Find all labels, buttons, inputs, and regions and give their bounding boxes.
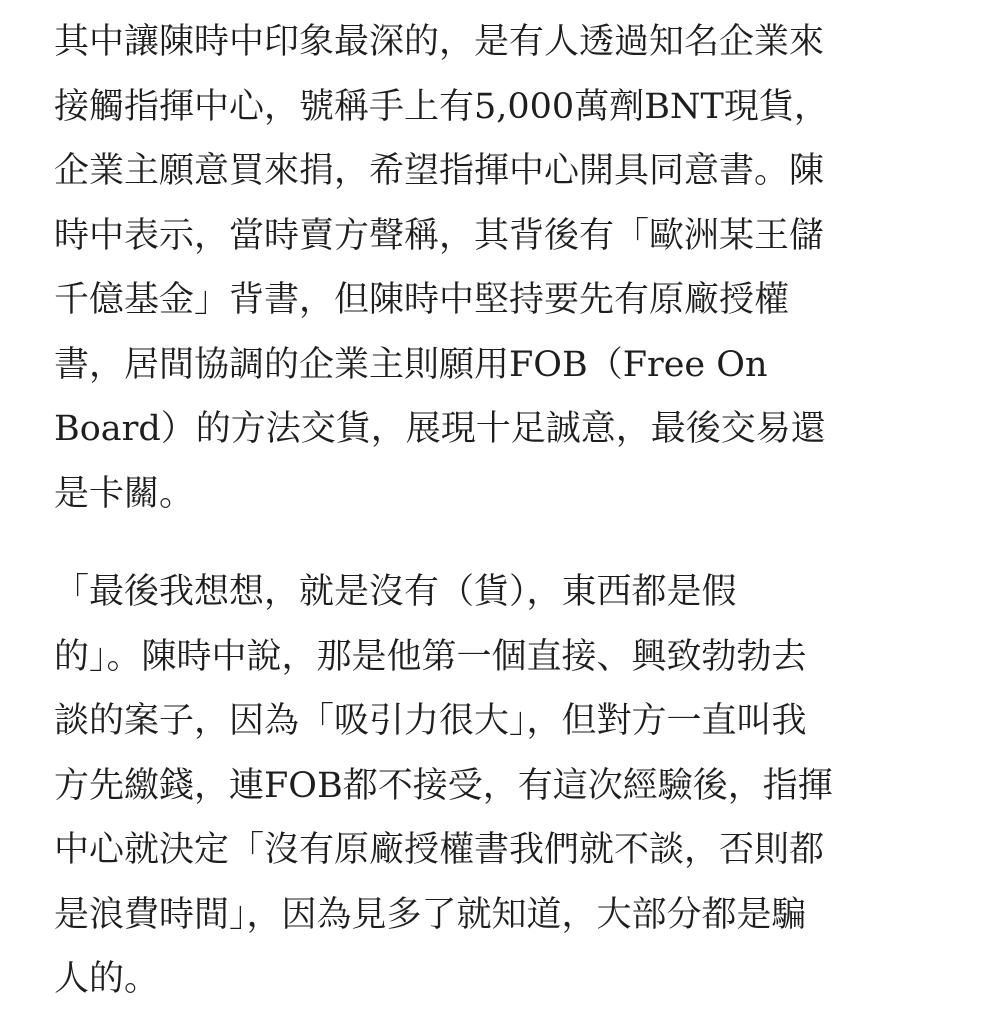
text-line: 是浪費時間」，因為見多了就知道，大部分都是騙 xyxy=(54,894,807,935)
article-body xyxy=(54,10,954,1012)
text-line: 企業主願意買來捐，希望指揮中心開具同意書。陳 xyxy=(54,151,825,191)
text-line: 談的案子，因為「吸引力很大」，但對方一直叫我 xyxy=(54,701,807,741)
text-line: 方先繳錢，連FOB都不接受，有這次經驗後，指揮 xyxy=(54,765,833,806)
text-line: Board）的方法交貨，展現十足誠意，最後交易還 xyxy=(54,409,826,449)
text-line: 接觸指揮中心，號稱手上有5,000萬劑BNT現貨， xyxy=(54,86,829,127)
paragraph-2 xyxy=(54,560,954,1012)
paragraph-spacer xyxy=(54,526,954,560)
text-line: 書，居間協調的企業主則願用FOB（Free On xyxy=(54,344,768,385)
text-line: 「最後我想想，就是沒有（貨），東西都是假 xyxy=(54,572,737,612)
text-line: 千億基金」背書，但陳時中堅持要先有原廠授權 xyxy=(54,280,790,320)
text-line: 其中讓陳時中印象最深的，是有人透過知名企業來 xyxy=(54,22,825,62)
paragraph-1 xyxy=(54,10,954,526)
text-line: 中心就決定「沒有原廠授權書我們就不談，否則都 xyxy=(54,830,825,870)
text-line: 時中表示，當時賣方聲稱，其背後有「歐洲某王儲 xyxy=(54,215,825,256)
text-line: 是卡關。 xyxy=(54,473,195,514)
text-line: 的」。陳時中說，那是他第一個直接、興致勃勃去 xyxy=(54,636,807,677)
text-line: 人的。 xyxy=(54,959,160,999)
